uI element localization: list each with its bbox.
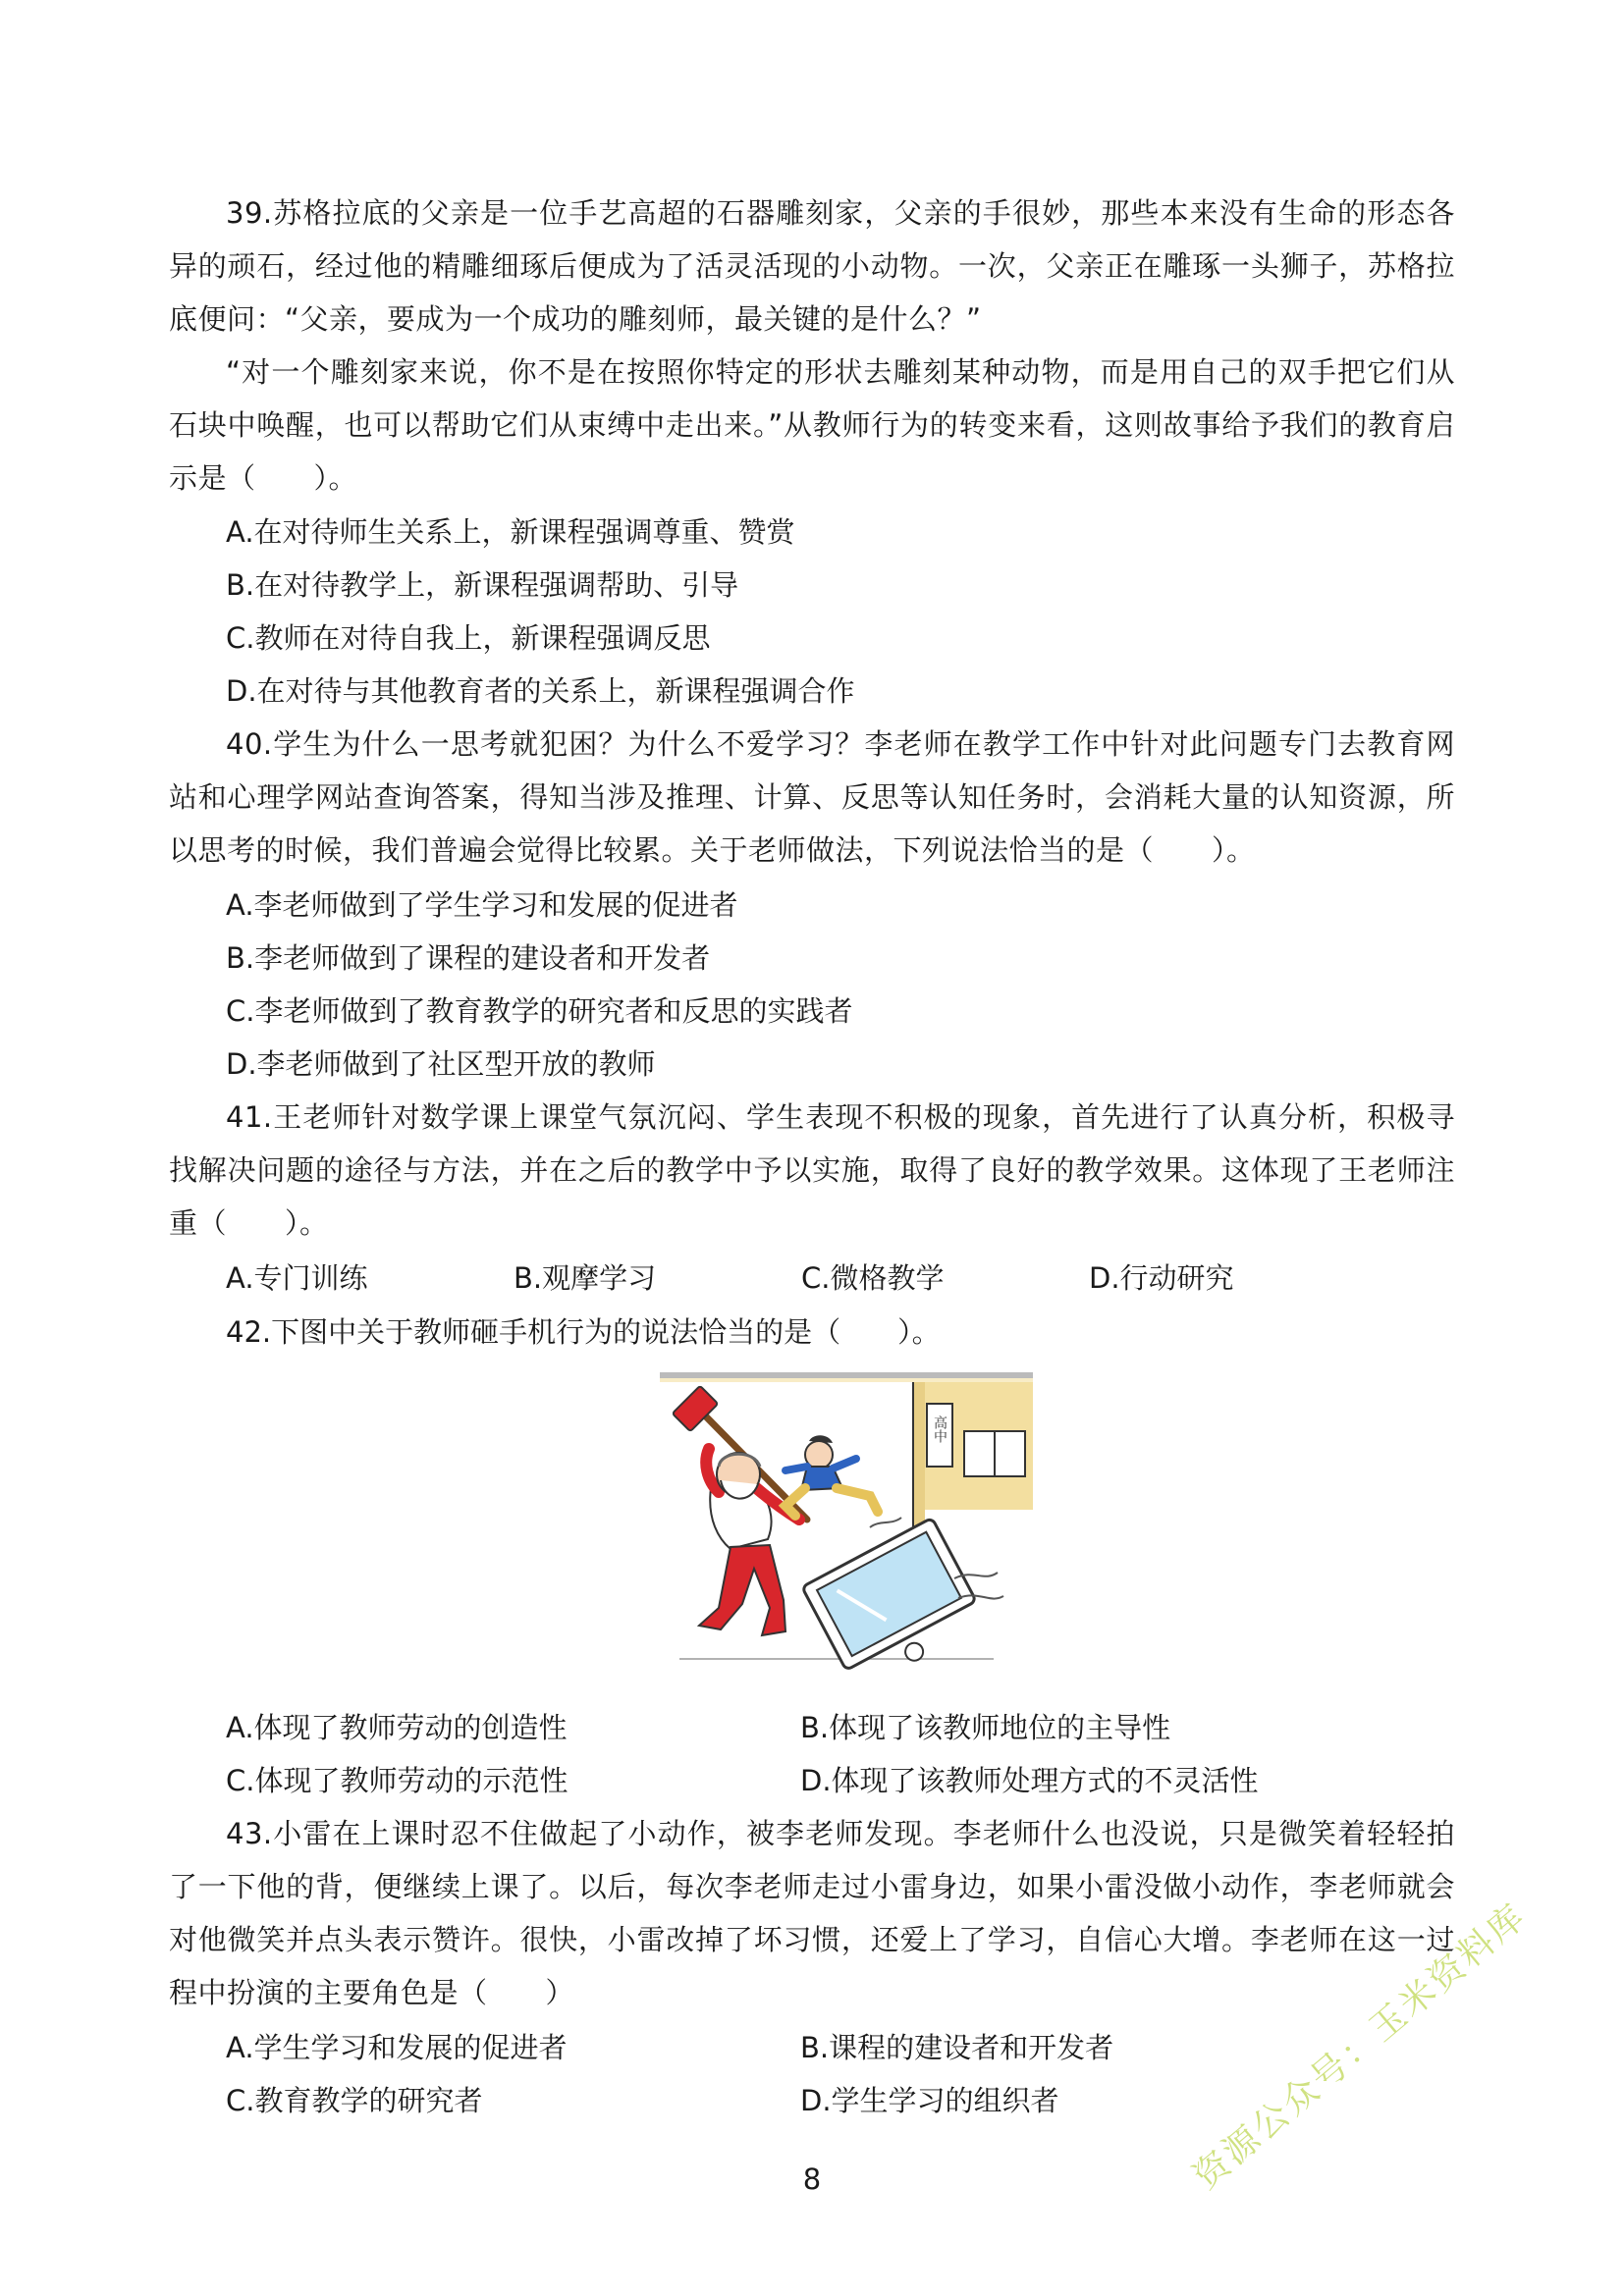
question-42-option-b: B.体现了该教师地位的主导性 xyxy=(800,1711,1171,1744)
question-41-stem: 41.王老师针对数学课上课堂气氛沉闷、学生表现不积极的现象，首先进行了认真分析，积极寻找解决问题的途径与方法，并在之后的教学中予以实施，取得了良好的教学效果。这体现了王老师注重（ ）。 xyxy=(169,1100,1455,1240)
question-41-option-b: B.观摩学习 xyxy=(514,1261,657,1295)
question-43-option-d: D.学生学习的组织者 xyxy=(800,2084,1059,2117)
question-43-stem: 43.小雷在上课时忍不住做起了小动作，被李老师发现。李老师什么也没说，只是微笑着轻轻拍了一下他的背，便继续上课了。以后，每次李老师走过小雷身边，如果小雷没做小动作，李老师就会对他微笑并点头表示赞许。很快，小雷改掉了坏习惯，还爱上了学习，自信心大增。李老师在这一过程中扮演的主要角色是（ ） xyxy=(169,1817,1455,2009)
page-number: 8 xyxy=(802,2163,822,2196)
question-43 xyxy=(169,1807,1455,2019)
question-39-stem-part2: “对一个雕刻家来说，你不是在按照你特定的形状去雕刻某种动物，而是用自己的双手把它们从石块中唤醒，也可以帮助它们从束缚中走出来。”从教师行为的转变来看，这则故事给予我们的教育启示是（ ）。 xyxy=(169,355,1455,495)
watermark: 资源公众号：玉米资料库 xyxy=(1185,1896,1535,2198)
question-40 xyxy=(169,718,1455,877)
question-40-stem: 40.学生为什么一思考就犯困？为什么不爱学习？李老师在教学工作中针对此问题专门去教育网站和心理学网站查询答案，得知当涉及推理、计算、反思等认知任务时，会消耗大量的认知资源，所以思考的时候，我们普遍会觉得比较累。关于老师做法，下列说法恰当的是（ ）。 xyxy=(169,727,1455,867)
question-39-option-d: D.在对待与其他教育者的关系上，新课程强调合作 xyxy=(226,674,855,708)
question-39 xyxy=(169,187,1455,505)
question-39-option-a: A.在对待师生关系上，新课程强调尊重、赞赏 xyxy=(226,515,795,549)
question-39-option-b: B.在对待教学上，新课程强调帮助、引导 xyxy=(226,568,739,602)
question-40-option-b: B.李老师做到了课程的建设者和开发者 xyxy=(226,941,711,975)
question-41 xyxy=(169,1091,1455,1250)
teacher-smashing-tv-illustration xyxy=(660,1372,1033,1677)
question-42-stem: 42.下图中关于教师砸手机行为的说法恰当的是（ ）。 xyxy=(226,1315,941,1349)
question-41-option-d: D.行动研究 xyxy=(1089,1261,1234,1295)
question-41-option-c: C.微格教学 xyxy=(801,1261,945,1295)
question-42-option-a: A.体现了教师劳动的创造性 xyxy=(226,1711,568,1744)
question-40-option-a: A.李老师做到了学生学习和发展的促进者 xyxy=(226,888,738,922)
question-42-option-c: C.体现了教师劳动的示范性 xyxy=(226,1764,568,1797)
question-43-option-b: B.课程的建设者和开发者 xyxy=(800,2031,1114,2064)
question-40-option-c: C.李老师做到了教育教学的研究者和反思的实践者 xyxy=(226,994,853,1028)
question-39-stem-part1: 39.苏格拉底的父亲是一位手艺高超的石器雕刻家，父亲的手很妙，那些本来没有生命的形态各异的顽石，经过他的精雕细琢后便成为了活灵活现的小动物。一次，父亲正在雕琢一头狮子，苏格拉底便问：“父亲，要成为一个成功的雕刻师，最关键的是什么？” xyxy=(169,196,1455,336)
question-41-option-a: A.专门训练 xyxy=(226,1261,368,1295)
question-43-option-a: A.学生学习和发展的促进者 xyxy=(226,2031,568,2064)
question-43-option-c: C.教育教学的研究者 xyxy=(226,2084,483,2117)
question-40-option-d: D.李老师做到了社区型开放的教师 xyxy=(226,1047,656,1081)
question-39-option-c: C.教师在对待自我上，新课程强调反思 xyxy=(226,621,711,655)
door-sign-text: 高中 xyxy=(932,1415,947,1443)
question-42-option-d: D.体现了该教师处理方式的不灵活性 xyxy=(800,1764,1259,1797)
